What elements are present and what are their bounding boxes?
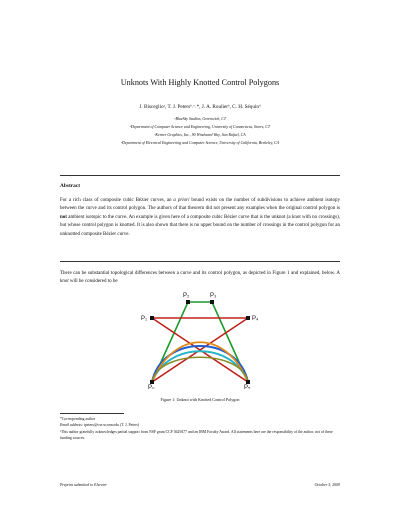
affiliation-c: ᶜKerner Graphics, Inc., 90 Windward Way, San Rafael, CA <box>154 133 246 137</box>
email-value: tpeters@cse.uconn.edu (T. J. Peters) <box>83 423 140 427</box>
abstract-top-rule <box>60 175 340 176</box>
intro-paragraph <box>60 270 340 287</box>
footer-preprint: Preprint submitted to Elsevier <box>60 483 107 487</box>
footnote-email <box>60 422 340 428</box>
figure-caption: Figure 1: Unknot with Knotted Control Polygon <box>160 397 240 402</box>
point-label-p2: P₂ <box>183 293 190 299</box>
control-point-p1 <box>150 316 154 320</box>
control-point-p3 <box>210 300 214 304</box>
footnote-rule <box>60 413 124 414</box>
abstract-text-part-2: bound exists on the number of subdivisions to achieve ambient isotopy between the curve and its control polygon. The authors of that theorem did not present any examples when the original control polygon is <box>60 198 340 212</box>
footnote-funding: ¹This author gratefully acknowledges partial support from NSF grant CCF 0429477 and an IBM Faculty Award. All statements here are the responsibility of the author, not of these funding sources. <box>60 430 333 440</box>
curve-segment-olive <box>152 357 248 382</box>
abstract-text-part-3: ambient isotopic to the curve. An example is given here of a composite cubic Bézier curve that is the unknot (a knot with no crossings), but whose control polygon is knotted. It is also shown that there is no upper bound on the number of crossings in the control polygon for an unknotted composite Bézier curve. <box>60 214 340 237</box>
intro-text-part-1: There can be substantial topological differences between a curve and its control polygon, as depicted in Figure 1 and explained, below. A <box>60 271 340 276</box>
abstract-bottom-rule <box>60 261 340 262</box>
affiliation-b: ᵇDepartment of Computer Science and Engineering, University of Connecticut, Storrs, CT <box>129 125 271 129</box>
affiliation-a: ᵃBlueSky Studios, Greenwich, CT <box>173 117 227 121</box>
control-point-p4 <box>246 316 250 320</box>
point-label-p5: P₅ <box>244 385 251 389</box>
abstract-text-italic: a priori <box>173 198 190 203</box>
footnote-corresponding-author: *Corresponding author <box>60 417 96 421</box>
control-point-p5 <box>246 380 250 384</box>
control-point-p2 <box>186 300 190 304</box>
point-label-p4: P₄ <box>252 316 259 322</box>
footer-date: October 5, 2009 <box>314 483 340 487</box>
control-point-p0 <box>150 380 154 384</box>
point-label-p3: P₃ <box>210 293 217 299</box>
point-label-p1: P₁ <box>141 316 148 322</box>
paper-title: Unknots With Highly Knotted Control Polygons <box>120 78 280 87</box>
abstract-heading: Abstract <box>60 183 81 189</box>
affiliation-d: ᵈDepartment of Electrical Engineering and Computer Science, University of California, Berkeley, CA <box>120 141 280 145</box>
email-label: Email address: <box>60 423 84 427</box>
abstract-text-bold: not <box>60 214 67 220</box>
figure-1-unknot <box>138 289 262 389</box>
author-list: J. Bisceglioᵃ, T. J. Petersᵇ˒ᶜ˒*, J. A. Roulierᵇ, C. H. Séquinᵈ <box>139 104 261 110</box>
point-label-p0: P₀ <box>148 385 155 389</box>
abstract-text-part-1: For a rich class of composite cubic Bézier curves, an <box>60 198 174 203</box>
abstract-body <box>60 197 340 239</box>
curve-segment-cyan <box>152 351 248 382</box>
intro-text-part-2: will be considered to be <box>68 279 118 285</box>
intro-text-italic: knot <box>60 279 69 285</box>
